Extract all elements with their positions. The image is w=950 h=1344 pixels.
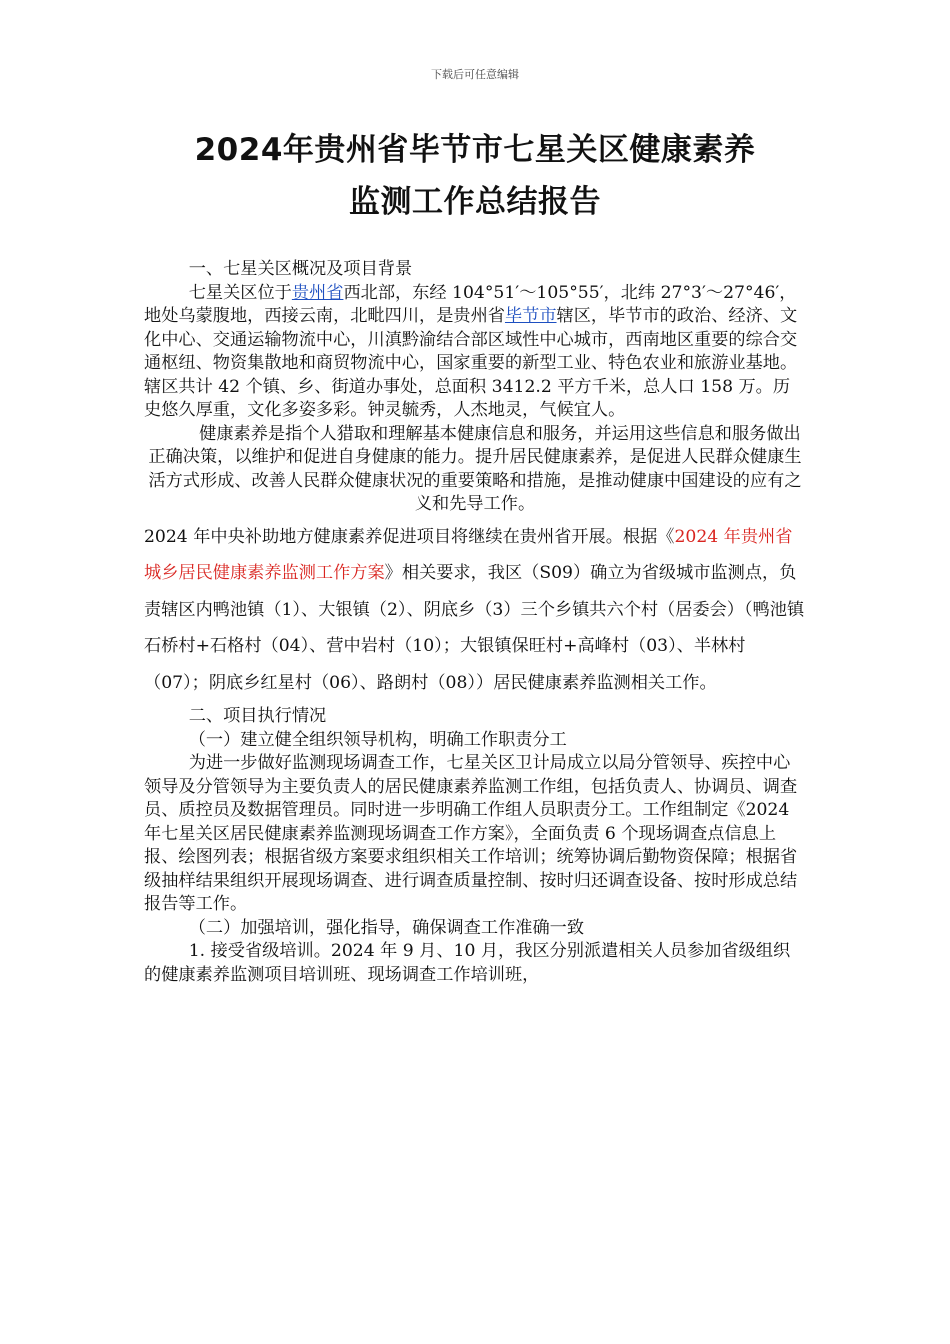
link-bijie[interactable]: 毕节市 [504,306,557,326]
subsection2-heading: （二）加强培训，强化指导，确保调查工作准确一致 [188,917,585,938]
overview-text-c: 辖区，毕节市的政治、经济、文化中心、交通运输物流中心，川滇黔渝结合部区域性中心城市，西南地区重要的综合交通枢纽、物资集散地和商贸物流中心，国家重要的新型工业、特色农业和旅游业基地。辖区共计 42 个镇、乡、街道办事处，总面积 3412.2 平方千米，总人口 158 万。历史悠久厚重，文化多姿多彩。钟灵毓秀，人杰地灵，气候宜人。 [144,306,798,420]
overview-text-b: 西北部，东经 104°51′～105°55′，北纬 27°3′～27°46′，地处乌蒙腹地，西接云南，北毗四川，是贵州省 [144,282,797,326]
paragraph-overview [144,282,806,423]
subsection1-heading: （一）建立健全组织领导机构，明确工作职责分工 [188,729,567,750]
plan-title-highlight: 2024 年贵州省城乡居民健康素养监测工作方案 [144,526,793,583]
section2-heading: 二、项目执行情况 [188,706,327,726]
document-title-line2: 监测工作总结报告 [349,184,601,220]
paragraph-project-background [144,519,806,702]
background-text-b: 》相关要求，我区（S09）确立为省级城市监测点，负责辖区内鸭池镇（1）、大银镇（2）、阴底乡（3）三个乡镇共六个村（居委会）（鸭池镇石桥村+石格村（04）、营中岩村（10）；大银镇保旺村+高峰村（03）、半林村（07）；阴底乡红星村（06）、路朗村（08））居民健康素养监测相关工作。 [144,563,805,693]
document-body [144,258,806,987]
background-text-a: 2024 年中央补助地方健康素养促进项目将继续在贵州省开展。根据《 [144,526,675,547]
section1-heading: 一、七星关区概况及项目背景 [188,259,413,279]
paragraph-training: 1. 接受省级培训。2024 年 9 月、10 月，我区分别派遣相关人员参加省级组织的健康素养监测项目培训班、现场调查工作培训班， [144,941,791,985]
paragraph-organization: 为进一步做好监测现场调查工作，七星关区卫计局成立以局分管领导、疾控中心领导及分管领导为主要负责人的居民健康素养监测工作组，包括负责人、协调员、调查员、质控员及数据管理员。同时进一步明确工作组人员职责分工。工作组制定《2024 年七星关区居民健康素养监测现场调查工作方案》，全面负责 6 个现场调查点信息上报、绘图列表；根据省级方案要求组织相关工作培训；统筹协调后勤物资保障；根据省级抽样结果组织开展现场调查、进行调查质量控制、按时归还调查设备、按时形成总结报告等工作。 [144,753,798,914]
paragraph-health-literacy: 健康素养是指个人猎取和理解基本健康信息和服务，并运用这些信息和服务做出正确决策，以维护和促进自身健康的能力。提升居民健康素养，是促进人民群众健康生活方式形成、改善人民群众健康状况的重要策略和措施，是推动健康中国建设的应有之义和先导工作。 [148,423,802,514]
document-title-line1: 2024年贵州省毕节市七星关区健康素养 [194,132,756,168]
page-header-note: 下载后可任意编辑 [431,68,519,81]
link-guizhou[interactable]: 贵州省 [291,282,344,303]
overview-text-a: 七星关区位于 [188,282,292,303]
